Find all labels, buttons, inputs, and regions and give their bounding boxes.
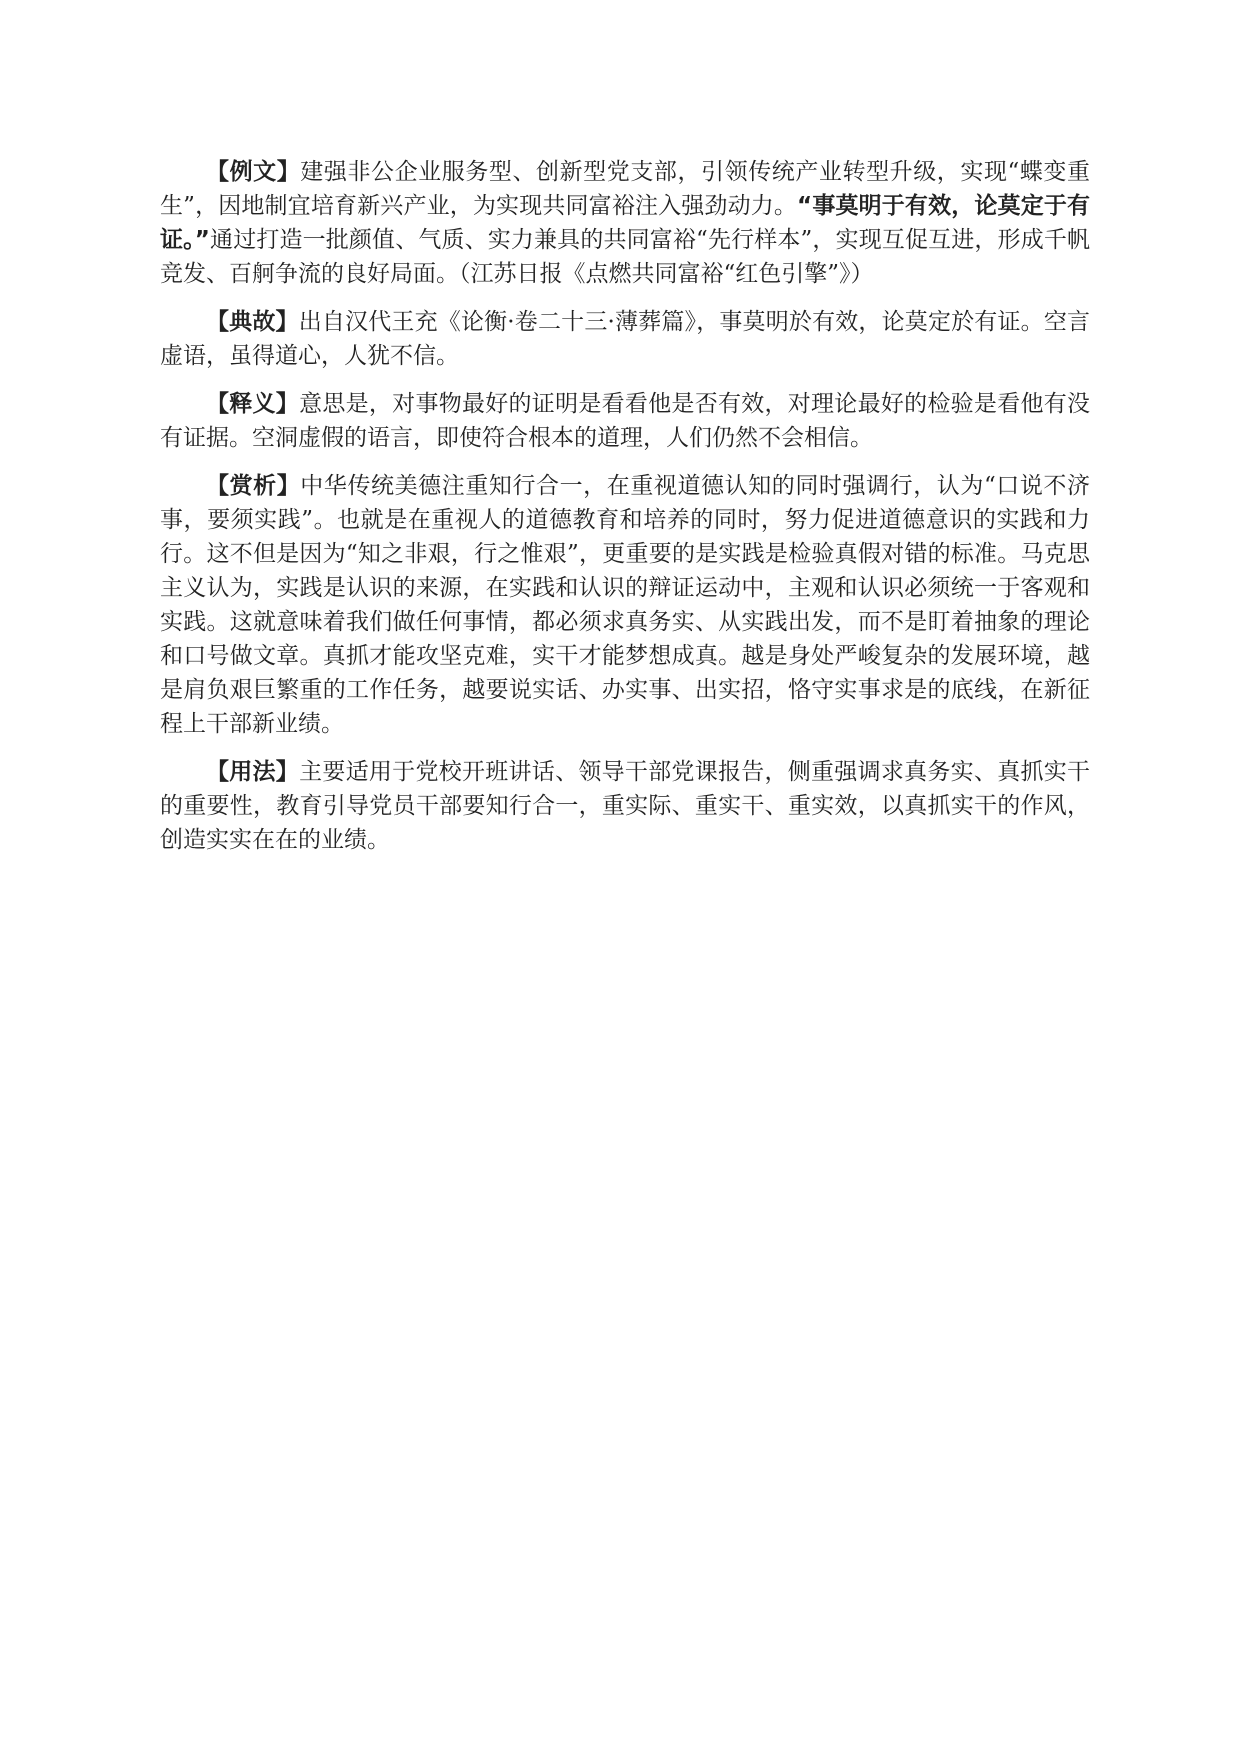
document-page [160,155,1090,871]
origin-text: 出自汉代王充《论衡·卷二十三·薄葬篇》，事莫明於有效，论莫定於有证。空言虚语，虽得道心，人犹不信。 [160,309,1091,369]
analysis-tag: 【赏析】 [206,473,301,499]
origin-tag: 【典故】 [206,309,299,335]
meaning-paragraph [160,387,1090,455]
example-text-2: 通过打造一批颜值、气质、实力兼具的共同富裕“先行样本”，实现互促互进，形成千帆竞发、百舸争流的良好局面。（江苏日报《点燃共同富裕“红色引擎”》） [160,227,1090,287]
example-tag: 【例文】 [206,159,301,185]
analysis-text: 中华传统美德注重知行合一，在重视道德认知的同时强调行，认为“口说不济事，要须实践”。也就是在重视人的道德教育和培养的同时，努力促进道德意识的实践和力行。这不但是因为“知之非艰，行之惟艰”，更重要的是实践是检验真假对错的标准。马克思主义认为，实践是认识的来源，在实践和认识的辩证运动中，主观和认识必须统一于客观和实践。这就意味着我们做任何事情，都必须求真务实、从实践出发，而不是盯着抽象的理论和口号做文章。真抓才能攻坚克难，实干才能梦想成真。越是身处严峻复杂的发展环境，越是肩负艰巨繁重的工作任务，越要说实话、办实事、出实招，恪守实事求是的底线，在新征程上干部新业绩。 [160,473,1090,737]
origin-paragraph [160,305,1090,373]
meaning-text: 意思是，对事物最好的证明是看看他是否有效，对理论最好的检验是看他有没有证据。空洞虚假的语言，即使符合根本的道理，人们仍然不会相信。 [160,391,1091,451]
example-quote: “事莫明于有效，论莫定于有证。” [160,193,1090,253]
usage-tag: 【用法】 [206,759,300,785]
usage-paragraph [160,755,1090,857]
example-paragraph [160,155,1090,291]
usage-text: 主要适用于党校开班讲话、领导干部党课报告，侧重强调求真务实、真抓实干的重要性，教育引导党员干部要知行合一，重实际、重实干、重实效，以真抓实干的作风，创造实实在在的业绩。 [160,759,1091,853]
example-text-1: 建强非公企业服务型、创新型党支部，引领传统产业转型升级，实现“蝶变重生”，因地制宜培育新兴产业，为实现共同富裕注入强劲动力。 [160,159,1090,219]
meaning-tag: 【释义】 [206,391,300,417]
analysis-paragraph [160,469,1090,741]
